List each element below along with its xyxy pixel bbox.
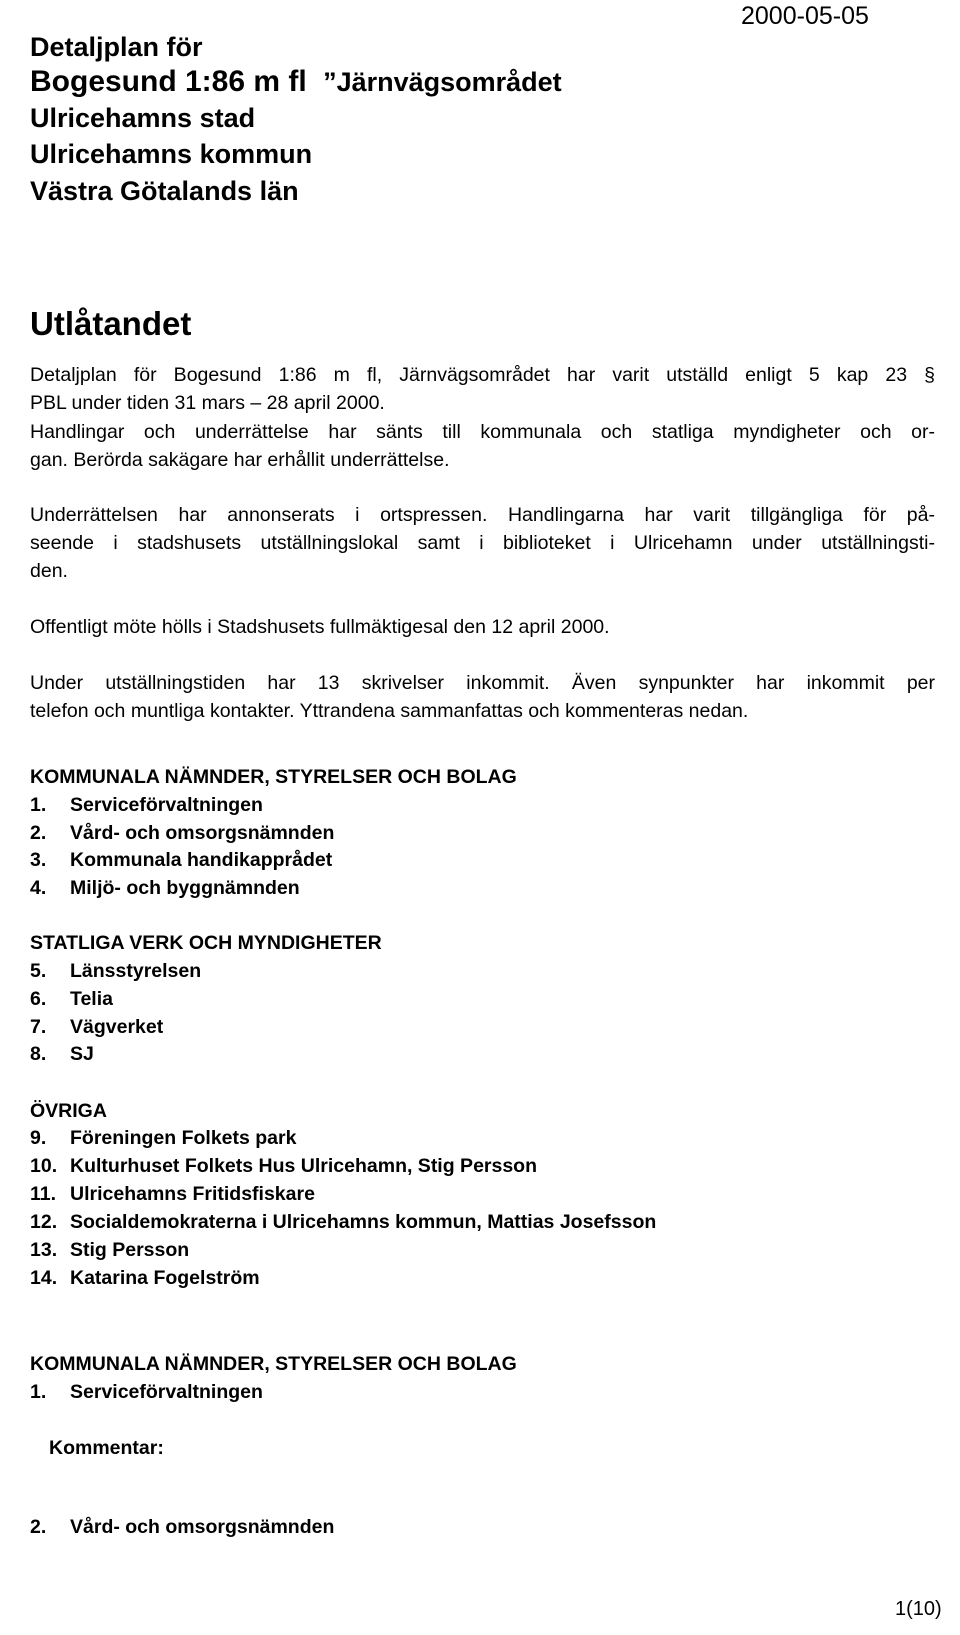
title-line-3: Ulricehamns stad bbox=[30, 103, 256, 133]
title-line-5: Västra Götalands län bbox=[30, 176, 299, 206]
detail-item-2: 2. Vård- och omsorgsnämnden bbox=[30, 1516, 335, 1538]
list-item: 3. Kommunala handikapprådet bbox=[30, 849, 333, 871]
list-item: 11. Ulricehamns Fritidsfiskare bbox=[30, 1183, 315, 1205]
title-line-4: Ulricehamns kommun bbox=[30, 139, 313, 169]
page-number: 1(10) bbox=[895, 1598, 942, 1620]
list-item: 8. SJ bbox=[30, 1043, 94, 1065]
list-item: 10. Kulturhuset Folkets Hus Ulricehamn, Stig Persson bbox=[30, 1155, 538, 1177]
paragraph-4-line-2: telefon och muntliga kontakter. Yttrandena sammanfattas och kommenteras nedan. bbox=[30, 700, 749, 722]
list-item: 13. Stig Persson bbox=[30, 1239, 190, 1261]
paragraph-3: Offentligt möte hölls i Stadshusets fullmäktigesal den 12 april 2000. bbox=[30, 616, 610, 638]
list-item: 5. Länsstyrelsen bbox=[30, 960, 202, 982]
list-item: 14. Katarina Fogelström bbox=[30, 1267, 260, 1289]
paragraph-1-line-1: Detaljplan för Bogesund 1:86 m fl, Järnvägsområdet har varit utställd enligt 5 kap 23 § bbox=[30, 364, 935, 386]
document-date: 2000-05-05 bbox=[741, 2, 869, 30]
list-item: 1. Serviceförvaltningen bbox=[30, 794, 263, 816]
title-property: Bogesund 1:86 m fl bbox=[30, 65, 307, 98]
title-area: ”Järnvägsområdet bbox=[323, 67, 562, 97]
title-line-1: Detaljplan för bbox=[30, 32, 203, 62]
paragraph-2-line-3: den. bbox=[30, 560, 68, 582]
detail-item-1: 1. Serviceförvaltningen bbox=[30, 1381, 263, 1403]
comment-label: Kommentar: bbox=[49, 1437, 164, 1459]
paragraph-1-line-3: Handlingar och underrättelse har sänts till kommunala och statliga myndigheter och or- bbox=[30, 421, 935, 443]
list-item: 2. Vård- och omsorgsnämnden bbox=[30, 822, 335, 844]
section-heading: Utlåtandet bbox=[30, 305, 192, 342]
paragraph-4-line-1: Under utställningstiden har 13 skrivelser inkommit. Även synpunkter har inkommit per bbox=[30, 672, 935, 694]
title-line-2 bbox=[30, 65, 562, 99]
list-item: 6. Telia bbox=[30, 988, 113, 1010]
group-title-statliga: STATLIGA VERK OCH MYNDIGHETER bbox=[30, 932, 382, 954]
detail-section-title: KOMMUNALA NÄMNDER, STYRELSER OCH BOLAG bbox=[30, 1353, 517, 1375]
paragraph-1-line-4: gan. Berörda sakägare har erhållit underrättelse. bbox=[30, 449, 450, 471]
list-item: 12. Socialdemokraterna i Ulricehamns kommun, Mattias Josefsson bbox=[30, 1211, 657, 1233]
list-item: 7. Vägverket bbox=[30, 1016, 164, 1038]
list-item: 9. Föreningen Folkets park bbox=[30, 1127, 297, 1149]
paragraph-1-line-2: PBL under tiden 31 mars – 28 april 2000. bbox=[30, 392, 385, 414]
group-title-kommunala: KOMMUNALA NÄMNDER, STYRELSER OCH BOLAG bbox=[30, 766, 517, 788]
list-item: 4. Miljö- och byggnämnden bbox=[30, 877, 300, 899]
group-title-ovriga: ÖVRIGA bbox=[30, 1100, 107, 1122]
paragraph-2-line-2: seende i stadshusets utställningslokal samt i biblioteket i Ulricehamn under utställningsti- bbox=[30, 532, 935, 554]
paragraph-2-line-1: Underrättelsen har annonserats i ortspressen. Handlingarna har varit tillgängliga för på- bbox=[30, 504, 935, 526]
